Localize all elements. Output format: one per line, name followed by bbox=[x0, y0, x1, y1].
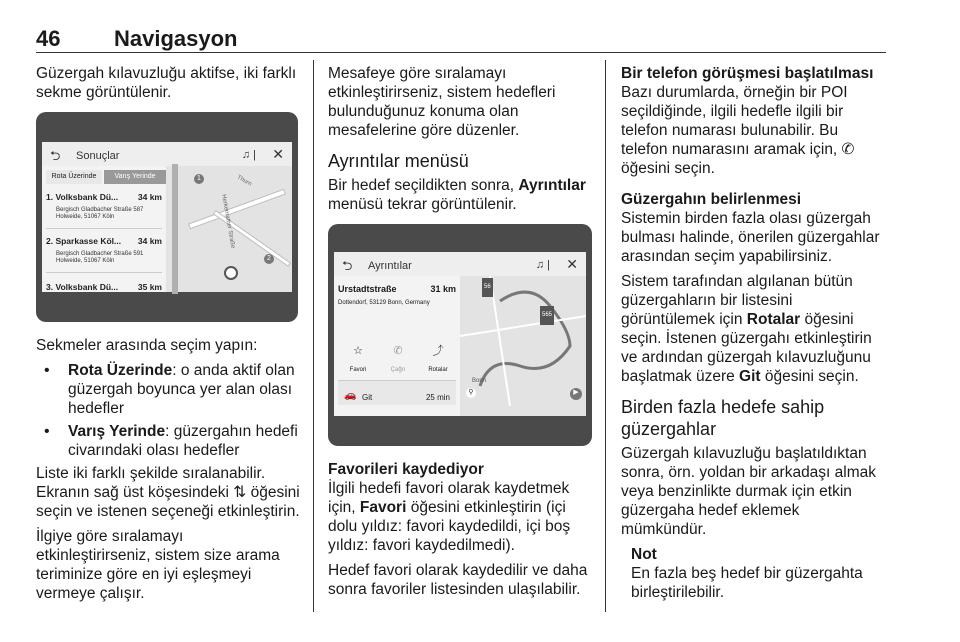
current-position-icon bbox=[224, 266, 238, 280]
column-3 bbox=[621, 64, 886, 602]
routes-icon: ⤴ bbox=[432, 345, 444, 357]
section-title: Navigasyon bbox=[114, 26, 238, 51]
back-arrow-icon: ⮌ bbox=[342, 258, 353, 273]
close-icon: ✕ bbox=[566, 256, 578, 272]
routes-list-paragraph: Sistem tarafından algılanan bütün güzergahların bir listesini görüntülemek için Rotalar öğesini seçin. İstenen güzergahı etkinleştirin ve ardından güzergah kılavuzluğunu başlatmak üzere Git öğesini seçin. bbox=[621, 273, 872, 385]
tab-options-list bbox=[36, 361, 302, 460]
map-label-thurn: Thurn bbox=[235, 174, 253, 188]
results-map bbox=[166, 166, 292, 292]
multi-destination-heading: Birden fazla hedefe sahip güzergahlar bbox=[621, 397, 825, 439]
details-topbar bbox=[334, 252, 586, 277]
tab-on-route[interactable]: Rota Üzerinde bbox=[46, 170, 102, 184]
result-address: Holweide, 51067 Köln bbox=[56, 258, 115, 264]
favorites-list-paragraph: Hedef favori olarak kaydedilir ve daha sonra favoriler listesinden ulaşılabilir. bbox=[328, 562, 588, 598]
favorites-heading: Favorileri kaydediyor bbox=[328, 461, 484, 478]
favorite-button[interactable]: ☆ Favori bbox=[338, 342, 378, 380]
intro-text: Güzergah kılavuzluğu aktifse, iki farklı sekme görüntülenir. bbox=[36, 65, 297, 101]
details-map bbox=[460, 276, 586, 416]
go-button[interactable]: 🚗 Git 25 min bbox=[338, 380, 456, 405]
routes-heading: Güzergahın belirlenmesi bbox=[621, 191, 802, 208]
option-on-route: • Rota Üzerinde: o anda aktif olan güzergah boyunca yer alan olası hedefler bbox=[68, 361, 302, 418]
routes-button[interactable]: ⤴ Rotalar bbox=[418, 342, 458, 380]
details-title: Ayrıntılar bbox=[368, 260, 412, 272]
phone-icon: ✆ bbox=[393, 345, 403, 357]
map-label-street: Herkenrather Straße bbox=[220, 193, 236, 249]
map-pin-icon: 2 bbox=[264, 254, 274, 264]
results-list bbox=[42, 166, 166, 292]
header-rule bbox=[36, 52, 886, 53]
sort-paragraph: Liste iki farklı şekilde sıralanabilir. Ekranın sağ üst köşesindeki ⇅ öğesini seçin ve istenen seçeneği etkinleştirin. bbox=[36, 465, 300, 520]
phone-paragraph: Bazı durumlarda, örneğin bir POI seçildiğinde, ilgili hedefle ilgili bir telefon numarası bulunabilir. Bu telefon numarasını aramak için, ✆ öğesini seçin. bbox=[621, 84, 855, 177]
close-icon: ✕ bbox=[272, 146, 284, 162]
note-text: En fazla beş hedef bir güzergahta birleştirilebilir. bbox=[631, 565, 863, 601]
note-label: Not bbox=[631, 546, 657, 563]
music-icon: ♫ | bbox=[535, 259, 550, 271]
routes-paragraph: Sistemin birden fazla olası güzergah bulması halinde, önerilen güzergahlar arasından seçim yapabilirsiniz. bbox=[621, 210, 880, 265]
phone-heading: Bir telefon görüşmesi başlatılması bbox=[621, 65, 874, 82]
details-screenshot bbox=[328, 224, 592, 446]
column-2 bbox=[328, 64, 594, 605]
road-shield: 565 bbox=[540, 306, 554, 325]
star-icon: ☆ bbox=[353, 345, 363, 357]
list-item[interactable] bbox=[46, 232, 162, 273]
road-shield: 56 bbox=[482, 278, 493, 297]
back-arrow-icon: ⮌ bbox=[50, 148, 61, 163]
select-prompt: Sekmeler arasında seçim yapın: bbox=[36, 337, 258, 354]
column-1 bbox=[36, 64, 302, 609]
details-heading: Ayrıntılar menüsü bbox=[328, 151, 469, 171]
list-item[interactable] bbox=[46, 188, 162, 229]
destination-pin-icon: ⚲ bbox=[466, 388, 476, 398]
option-at-destination: • Varış Yerinde: güzergahın hedefi civarındaki olası hedefler bbox=[68, 422, 302, 460]
result-address: Holweide, 51067 Köln bbox=[56, 214, 115, 220]
eta-value: 25 min bbox=[425, 393, 450, 402]
map-pin-icon: 1 bbox=[194, 174, 204, 184]
tab-at-destination[interactable]: Varış Yerinde bbox=[104, 170, 166, 184]
map-city-label: Bonn bbox=[472, 378, 487, 384]
note-box bbox=[621, 545, 886, 602]
place-address: Dottendorf, 53129 Bonn, Germany bbox=[338, 300, 430, 306]
place-distance: 31 km bbox=[430, 284, 456, 294]
details-panel bbox=[334, 276, 460, 416]
call-button[interactable]: ✆ Çağrı bbox=[378, 342, 418, 380]
place-name: Urstadtstraße bbox=[338, 284, 397, 294]
result-distance: 35 km bbox=[137, 282, 162, 292]
multi-destination-paragraph: Güzergah kılavuzluğu başlatıldıktan sonra, örn. yoldan bir arkadaşı almak veya benzinlikte durmak için etkin güzergaha hedef eklemek mümkündür. bbox=[621, 445, 877, 538]
column-divider-1 bbox=[313, 60, 314, 612]
car-icon: 🚗 bbox=[344, 390, 357, 401]
result-name: 2. Sparkasse Köl... bbox=[46, 236, 122, 246]
list-item[interactable] bbox=[46, 278, 162, 296]
distance-sort-paragraph: Mesafeye göre sıralamayı etkinleştirirseniz, sistem hedefleri bulunduğunuz konuma olan mesafelerine göre düzenler. bbox=[328, 65, 556, 139]
results-topbar bbox=[42, 142, 292, 167]
result-distance: 34 km bbox=[137, 236, 162, 246]
result-name: 3. Volksbank Dü... bbox=[46, 282, 119, 292]
result-name: 1. Volksbank Dü... bbox=[46, 192, 119, 202]
result-address: Bergisch Gladbacher Straße 591 bbox=[56, 251, 144, 257]
favorites-paragraph: İlgili hedefi favori olarak kaydetmek için, Favori öğesini etkinleştirin (içi dolu yıldız: favori kaydedildi, içi boş yıldız: favori kaydedilmedi). bbox=[328, 480, 571, 554]
relevance-paragraph: İlgiye göre sıralamayı etkinleştirirseniz, sistem size arama teriminize göre en iyi eşleşmeyi vermeye çalışır. bbox=[36, 528, 280, 602]
music-icon: ♫ | bbox=[241, 149, 256, 161]
result-distance: 34 km bbox=[137, 192, 162, 202]
results-title: Sonuçlar bbox=[76, 150, 120, 162]
results-screenshot bbox=[36, 112, 298, 322]
page-header bbox=[36, 26, 886, 52]
page-number: 46 bbox=[36, 26, 61, 51]
details-paragraph: Bir hedef seçildikten sonra, Ayrıntılar menüsü tekrar görüntülenir. bbox=[328, 177, 586, 213]
column-divider-2 bbox=[605, 60, 606, 612]
start-guidance-icon[interactable]: ▶ bbox=[570, 388, 582, 400]
result-address: Bergisch Gladbacher Straße 587 bbox=[56, 207, 144, 213]
